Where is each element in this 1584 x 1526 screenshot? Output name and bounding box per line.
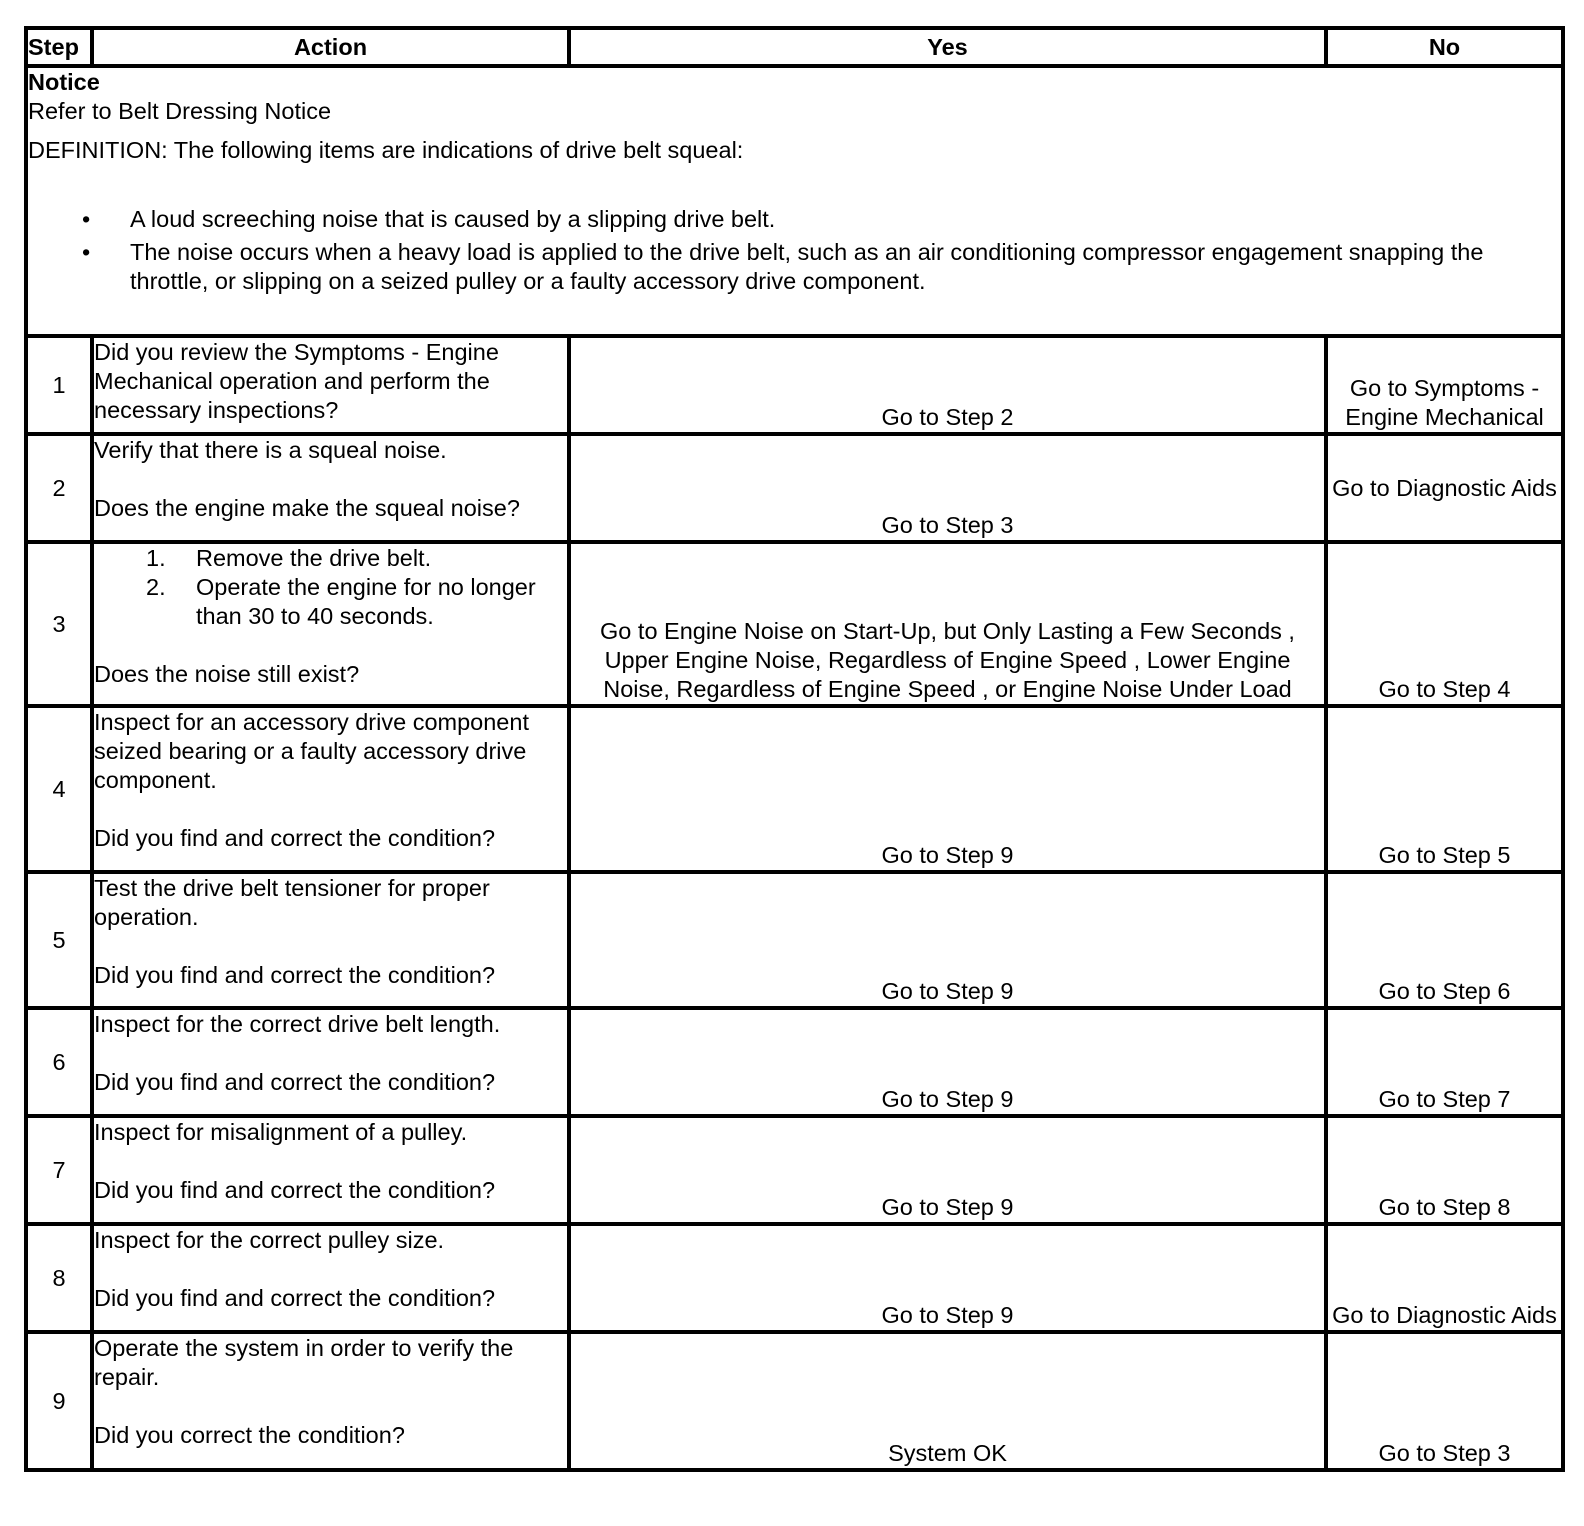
action-question: Does the noise still exist?	[94, 661, 360, 687]
step-number: 8	[26, 1224, 92, 1332]
yes-cell: Go to Step 9	[569, 1008, 1326, 1116]
substep-text: Remove the drive belt.	[196, 545, 432, 571]
action-cell	[92, 1008, 569, 1116]
yes-cell: System OK	[569, 1332, 1326, 1470]
action-cell	[92, 706, 569, 872]
table-row	[26, 434, 1563, 542]
action-text: Operate the system in order to verify the repair.	[94, 1335, 514, 1390]
action-cell	[92, 1224, 569, 1332]
notice-reference: Refer to Belt Dressing Notice	[28, 98, 332, 124]
no-cell: Go to Step 4	[1326, 542, 1563, 706]
no-cell: Go to Diagnostic Aids	[1326, 434, 1563, 542]
definition-item: • The noise occurs when a heavy load is applied to the drive belt, such as an air conditioning compressor engagement snapping the throttle, or slipping on a seized pulley or a faulty accessory drive component.	[28, 238, 1561, 296]
action-text: Inspect for misalignment of a pulley.	[94, 1119, 468, 1145]
yes-cell: Go to Step 2	[569, 336, 1326, 434]
header-row	[26, 28, 1563, 66]
action-question: Does the engine make the squeal noise?	[94, 495, 520, 521]
table-row	[26, 336, 1563, 434]
action-question: Did you find and correct the condition?	[94, 1285, 496, 1311]
action-text: Inspect for the correct pulley size.	[94, 1227, 445, 1253]
yes-cell: Go to Engine Noise on Start-Up, but Only Lasting a Few Seconds , Upper Engine Noise, Regardless of Engine Speed , Lower Engine Noise, Regardless of Engine Speed , or Engine Noise Under Load	[569, 542, 1326, 706]
substep-item	[94, 573, 567, 631]
action-question: Did you find and correct the condition?	[94, 1069, 496, 1095]
diagnostic-table	[24, 26, 1565, 1472]
action-question: Did you find and correct the condition?	[94, 962, 496, 988]
no-cell: Go to Step 5	[1326, 706, 1563, 872]
action-text: Verify that there is a squeal noise.	[94, 437, 447, 463]
step-number: 3	[26, 542, 92, 706]
action-cell	[92, 872, 569, 1008]
header-step: Step	[26, 28, 92, 66]
step-number: 6	[26, 1008, 92, 1116]
table-row	[26, 1332, 1563, 1470]
header-yes: Yes	[569, 28, 1326, 66]
step-number: 4	[26, 706, 92, 872]
action-question: Did you correct the condition?	[94, 1422, 405, 1448]
yes-cell: Go to Step 9	[569, 1224, 1326, 1332]
action-cell	[92, 1332, 569, 1470]
table-row	[26, 542, 1563, 706]
table-row	[26, 1008, 1563, 1116]
header-action: Action	[92, 28, 569, 66]
yes-cell: Go to Step 3	[569, 434, 1326, 542]
table-row	[26, 706, 1563, 872]
step-number: 9	[26, 1332, 92, 1470]
table-row	[26, 1116, 1563, 1224]
yes-cell: Go to Step 9	[569, 872, 1326, 1008]
action-text: Test the drive belt tensioner for proper operation.	[94, 875, 490, 930]
action-text: Inspect for an accessory drive component seized bearing or a faulty accessory drive component.	[94, 709, 529, 793]
action-text: Inspect for the correct drive belt length.	[94, 1011, 501, 1037]
action-cell	[92, 336, 569, 434]
action-question: Did you find and correct the condition?	[94, 1177, 496, 1203]
notice-cell	[26, 66, 1563, 336]
substep-number: 2.	[146, 574, 166, 600]
yes-cell: Go to Step 9	[569, 706, 1326, 872]
table-row	[26, 872, 1563, 1008]
step-number: 7	[26, 1116, 92, 1224]
action-cell	[92, 542, 569, 706]
substep-number: 1.	[146, 545, 166, 571]
step-number: 5	[26, 872, 92, 1008]
substep-text: Operate the engine for no longer than 30 to 40 seconds.	[196, 574, 536, 629]
no-cell: Go to Diagnostic Aids	[1326, 1224, 1563, 1332]
no-cell: Go to Step 7	[1326, 1008, 1563, 1116]
notice-row	[26, 66, 1563, 336]
step-number: 2	[26, 434, 92, 542]
definition-item: • A loud screeching noise that is caused by a slipping drive belt.	[28, 205, 1561, 234]
definition-list	[28, 205, 1561, 296]
substep-list	[94, 544, 567, 631]
action-question: Did you find and correct the condition?	[94, 825, 496, 851]
notice-definition: DEFINITION: The following items are indications of drive belt squeal:	[28, 137, 744, 163]
action-text: Did you review the Symptoms - Engine Mechanical operation and perform the necessary inspections?	[94, 339, 499, 423]
no-cell: Go to Step 3	[1326, 1332, 1563, 1470]
no-cell: Go to Step 6	[1326, 872, 1563, 1008]
table-row	[26, 1224, 1563, 1332]
step-number: 1	[26, 336, 92, 434]
notice-title: Notice	[28, 69, 100, 95]
substep-item	[94, 544, 567, 573]
action-cell	[92, 434, 569, 542]
no-cell: Go to Step 8	[1326, 1116, 1563, 1224]
yes-cell: Go to Step 9	[569, 1116, 1326, 1224]
action-cell	[92, 1116, 569, 1224]
header-no: No	[1326, 28, 1563, 66]
no-cell: Go to Symptoms - Engine Mechanical	[1326, 336, 1563, 434]
